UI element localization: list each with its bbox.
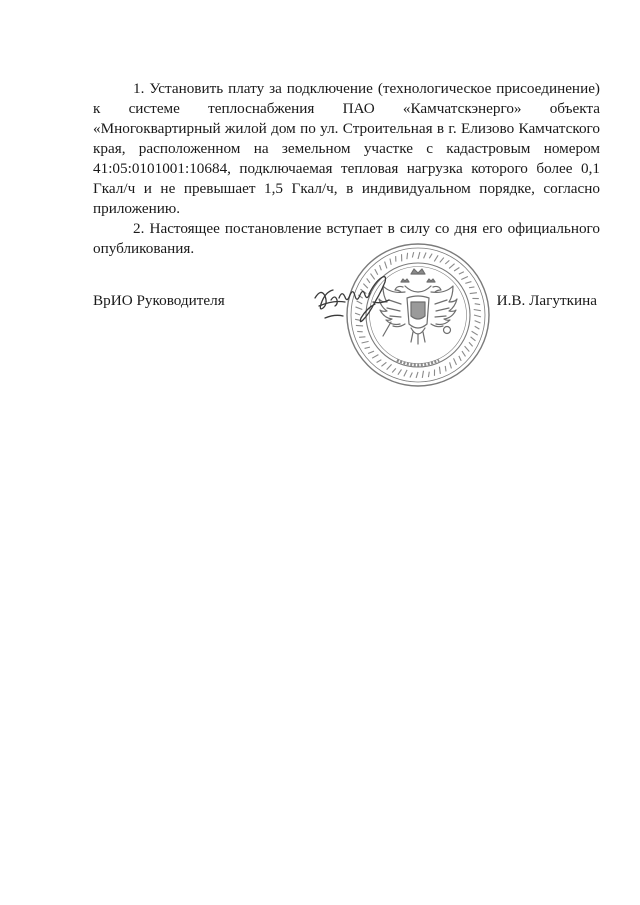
seal-letter-mark — [418, 252, 420, 259]
seal-letter-mark — [362, 341, 369, 343]
seal-letter-mark — [470, 293, 477, 294]
seal-letter-mark — [387, 364, 392, 369]
signatory-position: ВрИО Руководителя — [93, 292, 225, 309]
seal-letter-mark — [398, 369, 402, 374]
seal-letter-mark — [474, 310, 481, 311]
seal-letter-mark — [472, 331, 478, 335]
seal-letter-mark — [475, 304, 480, 305]
seal-letter-mark — [416, 372, 418, 378]
seal-letter-mark — [368, 351, 374, 353]
paragraph-2: 2. Настоящее постановление вступает в силу со дня его официального опубликования. — [93, 220, 600, 257]
seal-letter-mark — [434, 255, 438, 261]
seal-letter-mark — [390, 259, 391, 265]
seal-letter-mark — [407, 253, 408, 259]
seal-letter-mark — [461, 277, 468, 280]
seal-letter-mark — [439, 367, 440, 374]
signatory-name: И.В. Лагуткина — [496, 292, 597, 309]
seal-letter-mark — [428, 372, 429, 377]
signature-block — [93, 240, 600, 390]
seal-letter-mark — [459, 272, 464, 274]
seal-letter-mark — [377, 360, 382, 363]
seal-letter-mark — [475, 326, 480, 329]
seal-letter-mark — [450, 362, 452, 368]
seal-letter-mark — [465, 346, 470, 351]
seal-letter-mark — [429, 254, 432, 259]
seal-letter-mark — [372, 355, 378, 359]
seal-letter-mark — [449, 264, 454, 269]
seal-letter-mark — [445, 260, 449, 264]
seal-letter-mark — [465, 282, 471, 284]
seal-letter-mark — [392, 368, 396, 372]
seal-letter-mark — [469, 287, 474, 288]
paragraph-1: 1. Установить плату за подключение (технологическое присоединение) к системе теплоснабжения ПАО «Камчатскэнерго» объекта «Многоквартирный жилой дом по ул. Строительная в г. Елизово Камчатского края, расположенном на земельном участке с кадастровым номером 41:05:0101001:10684, подключаемая тепловая нагрузка которого более 0,1 Гкал/ч и не превышает 1,5 Гкал/ч, в индивидуальном порядке, согласно приложению. — [93, 80, 600, 217]
seal-letter-mark — [474, 315, 481, 317]
seal-letter-mark — [410, 373, 412, 378]
seal-letter-mark — [359, 337, 365, 338]
handwritten-signature-icon — [311, 268, 399, 330]
seal-letter-mark — [462, 351, 466, 356]
seal-letter-mark — [422, 371, 423, 378]
seal-letter-mark — [412, 252, 413, 257]
seal-letter-mark — [440, 258, 444, 263]
seal-letter-mark — [445, 366, 446, 371]
seal-letter-mark — [381, 362, 386, 366]
seal-letter-mark — [454, 358, 457, 365]
document-body — [93, 79, 600, 259]
seal-letter-mark — [365, 347, 370, 348]
seal-letter-mark — [454, 268, 459, 272]
seal-letter-mark — [404, 370, 407, 376]
seal-letter-mark — [475, 321, 481, 323]
seal-letter-mark — [469, 342, 473, 346]
seal-letter-mark — [471, 337, 476, 341]
seal-letter-mark — [424, 253, 426, 259]
seal-letter-mark — [459, 356, 461, 361]
